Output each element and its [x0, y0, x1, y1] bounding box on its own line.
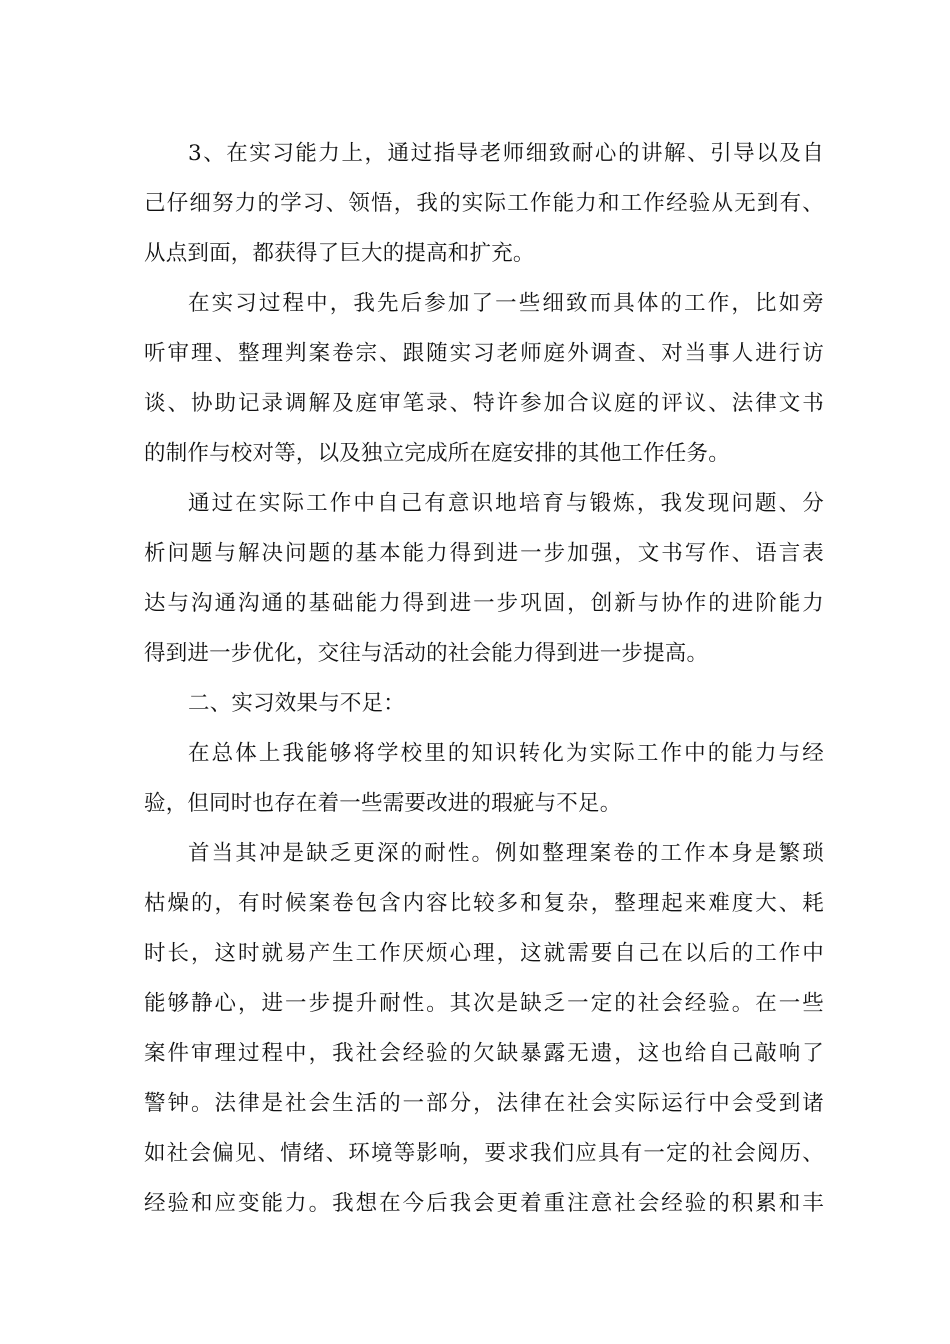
text-line: 听审理、整理判案卷宗、跟随实习老师庭外调查、对当事人进行访 [144, 341, 824, 366]
text-line: 如社会偏见、情绪、环境等影响，要求我们应具有一定的社会阅历、 [144, 1141, 824, 1166]
text-line: 首当其冲是缺乏更深的耐性。例如整理案卷的工作本身是繁琐 [188, 841, 824, 866]
text-line: 警钟。法律是社会生活的一部分，法律在社会实际运行中会受到诸 [144, 1091, 824, 1116]
text-line: 时长，这时就易产生工作厌烦心理，这就需要自己在以后的工作中 [144, 941, 824, 966]
text-line: 在总体上我能够将学校里的知识转化为实际工作中的能力与经 [188, 741, 824, 766]
text-line: 得到进一步优化，交往与活动的社会能力得到进一步提高。 [144, 641, 709, 666]
text-line: 谈、协助记录调解及庭审笔录、特许参加合议庭的评议、法律文书 [144, 391, 824, 416]
text-line: 验，但同时也存在着一些需要改进的瑕疵与不足。 [144, 791, 622, 816]
text-line: 能够静心，进一步提升耐性。其次是缺乏一定的社会经验。在一些 [144, 991, 824, 1016]
text-line: 通过在实际工作中自己有意识地培育与锻炼，我发现问题、分 [188, 491, 824, 516]
text-line: 己仔细努力的学习、领悟，我的实际工作能力和工作经验从无到有、 [144, 191, 824, 216]
text-line: 枯燥的，有时候案卷包含内容比较多和复杂，整理起来难度大、耗 [144, 891, 824, 916]
text-line: 从点到面，都获得了巨大的提高和扩充。 [144, 241, 535, 266]
text-line: 在实习过程中，我先后参加了一些细致而具体的工作，比如旁 [188, 291, 824, 316]
text-line: 析问题与解决问题的基本能力得到进一步加强，文书写作、语言表 [144, 541, 824, 566]
text-line: 经验和应变能力。我想在今后我会更着重注意社会经验的积累和丰 [144, 1191, 824, 1216]
section-heading: 二、实习效果与不足： [188, 691, 406, 716]
text-line: 达与沟通沟通的基础能力得到进一步巩固，创新与协作的进阶能力 [144, 591, 824, 616]
text-line: 的制作与校对等，以及独立完成所在庭安排的其他工作任务。 [144, 441, 730, 466]
text-line: 案件审理过程中，我社会经验的欠缺暴露无遗，这也给自己敲响了 [144, 1041, 824, 1066]
text-line: 3、在实习能力上，通过指导老师细致耐心的讲解、引导以及自 [188, 141, 824, 166]
